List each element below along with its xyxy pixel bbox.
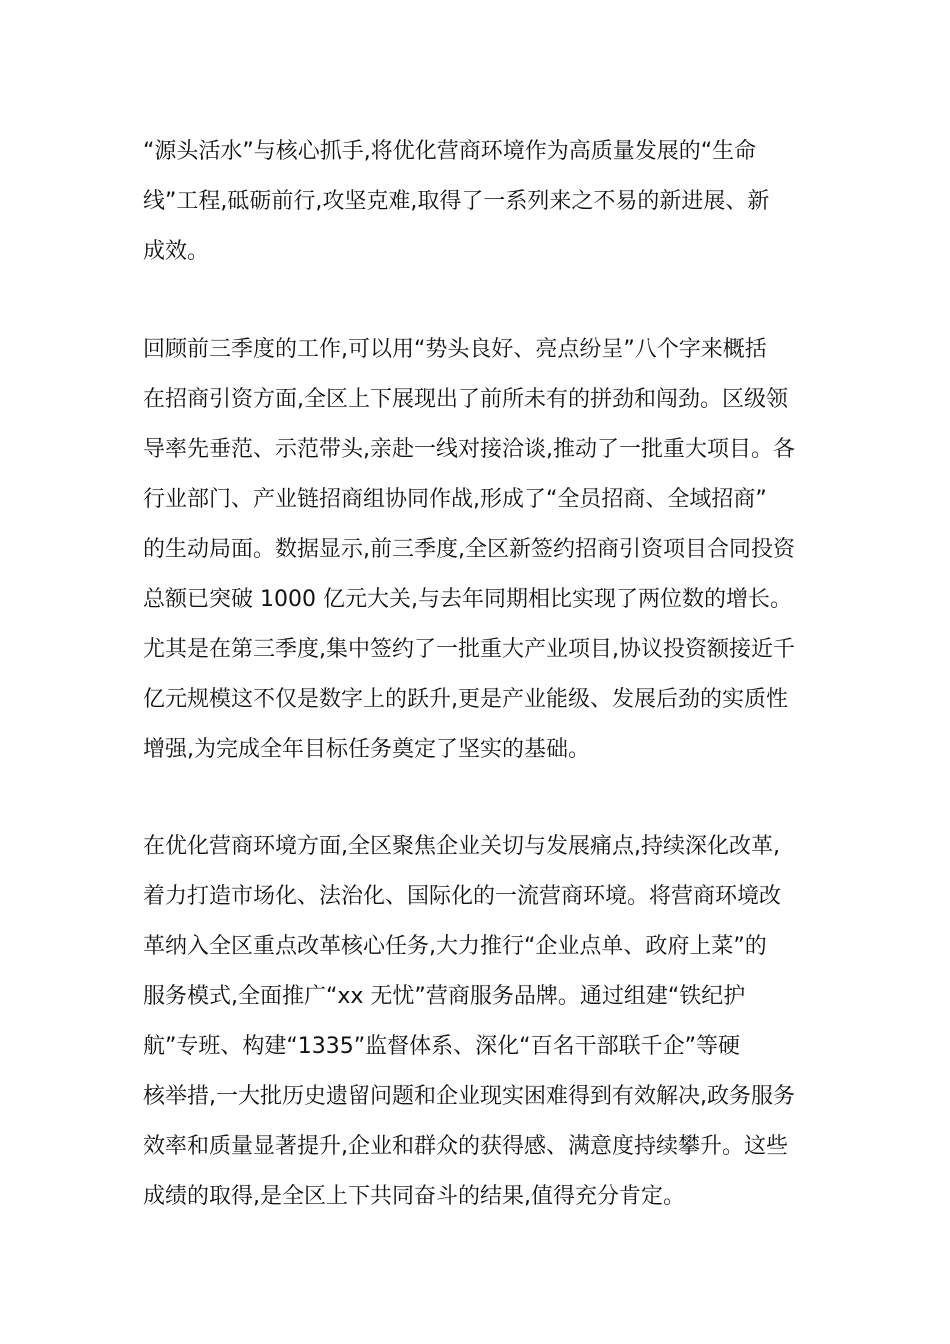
text-line: 增强,为完成全年目标任务奠定了坚实的基础。 bbox=[143, 737, 590, 762]
text-line: 在招商引资方面,全区上下展现出了前所未有的拼劲和闯劲。区级领 bbox=[143, 387, 788, 412]
text-line: 航”专班、构建“1335”监督体系、深化“百名干部联千企”等硬 bbox=[143, 1034, 740, 1059]
text-line: 成绩的取得,是全区上下共同奋斗的结果,值得充分肯定。 bbox=[143, 1184, 685, 1209]
paragraph-investment-review bbox=[143, 325, 813, 775]
text-line: 的生动局面。数据显示,前三季度,全区新签约招商引资项目合同投资 bbox=[143, 537, 795, 562]
text-line: 回顾前三季度的工作,可以用“势头良好、亮点纷呈”八个字来概括 bbox=[143, 337, 767, 362]
text-line: 总额已突破 1000 亿元大关,与去年同期相比实现了两位数的增长。 bbox=[143, 587, 792, 612]
text-line: 核举措,一大批历史遗留问题和企业现实困难得到有效解决,政务服务 bbox=[143, 1084, 795, 1109]
text-line: 着力打造市场化、法治化、国际化的一流营商环境。将营商环境改 bbox=[143, 884, 782, 909]
text-line: 效率和质量显著提升,企业和群众的获得感、满意度持续攀升。这些 bbox=[143, 1134, 788, 1159]
text-line: 导率先垂范、示范带头,亲赴一线对接洽谈,推动了一批重大项目。各 bbox=[143, 437, 795, 462]
text-line: 在优化营商环境方面,全区聚焦企业关切与发展痛点,持续深化改革, bbox=[143, 834, 780, 859]
text-line: 成效。 bbox=[143, 239, 210, 264]
text-line: 尤其是在第三季度,集中签约了一批重大产业项目,协议投资额接近千 bbox=[143, 637, 795, 662]
text-line: 亿元规模这不仅是数字上的跃升,更是产业能级、发展后劲的实质性 bbox=[143, 687, 788, 712]
text-line: 革纳入全区重点改革核心任务,大力推行“企业点单、政府上菜”的 bbox=[143, 934, 767, 959]
paragraph-intro bbox=[143, 127, 813, 277]
text-line: 线”工程,砥砺前行,攻坚克难,取得了一系列来之不易的新进展、新 bbox=[143, 189, 770, 214]
paragraph-business-environment bbox=[143, 822, 813, 1222]
text-line: 服务模式,全面推广“xx 无忧”营商服务品牌。通过组建“铁纪护 bbox=[143, 984, 746, 1009]
text-line: 行业部门、产业链招商组协同作战,形成了“全员招商、全域招商” bbox=[143, 487, 767, 512]
text-line: “源头活水”与核心抓手,将优化营商环境作为高质量发展的“生命 bbox=[143, 139, 757, 164]
